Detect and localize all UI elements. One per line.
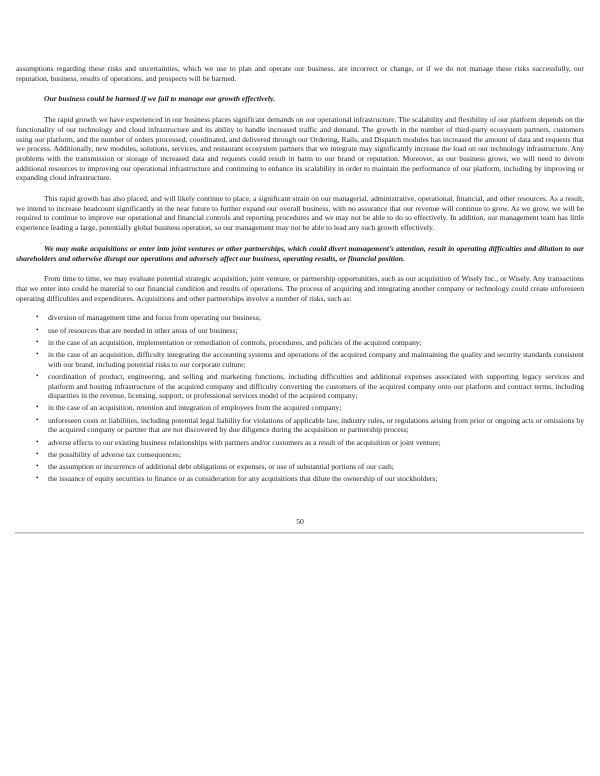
paragraph-growth-1: The rapid growth we have experienced in our business places significant demands on our operational infrastructure. The scalability and flexibility of our platform depends on the functionality of our technology and cloud infrastructure and its ability to handle increased traffic and demand. The growth in the number of third-party ecosystem partners, customers using our platform, and the number of orders processed, coordinated, and delivered through our Ordering, Rails, and Dispatch modules has increased the amount of data and requests that we process. Additionally, new modules, solutions, services, and restaurant ecosystem partners that we integrate may significantly increase the load on our technology infrastructure. Any problems with the transmission or storage of increased data and requests could result in harm to our brand or reputation. Moreover, as our business grows, we will need to devote additional resources to improving our operational infrastructure and continuing to enhance its scalability in order to maintain the performance of our platform, including by improving or expanding cloud infrastructure. <box>16 115 584 183</box>
list-item-text: use of resources that are needed in other areas of our business; <box>48 325 238 335</box>
risk-heading-acquisitions: We may make acquisitions or enter into joint ventures or other partnerships, which could divert management’s attention, result in operating difficulties and dilution to our shareholders and otherwise disrupt our operations and adversely affect our business, operating results, or financial position. <box>16 243 584 263</box>
risk-bullet-list <box>16 313 584 484</box>
list-item <box>16 338 584 348</box>
list-item-text: the issuance of equity securities to finance or as consideration for any acquisitions that dilute the ownership of our stockholders; <box>48 474 438 484</box>
continuation-paragraph: assumptions regarding these risks and uncertainties, which we use to plan and operate our business, are incorrect or change, or if we do not manage these risks successfully, our reputation, business, results of operations, and prospects will be harmed. <box>16 64 584 83</box>
list-item-text: the possibility of adverse tax consequences; <box>48 449 182 459</box>
bullet-icon: • <box>36 337 39 346</box>
bullet-icon: • <box>36 437 39 446</box>
page-number: 50 <box>296 517 304 526</box>
bullet-icon: • <box>36 462 39 470</box>
list-item <box>16 372 584 401</box>
list-item <box>16 474 584 484</box>
list-item-text: the assumption or incurrence of additional debt obligations or expenses, or use of substantial portions of our cash; <box>48 462 394 471</box>
paragraph-growth-2: This rapid growth has also placed, and will likely continue to place, a significant strain on our managerial, administrative, operational, financial, and other resources. As a result, we intend to increase headcount significantly in the near future to further expand our overall business, with no assurance that our revenue will continue to grow. As we grow, we will be required to continue to improve our operational and financial controls and reporting procedures and we may not be able to do so effectively. In addition, our management team has little experience leading a large, potentially global business operation, so our management may not be able to lead any such growth effectively. <box>16 194 584 233</box>
list-item-text: adverse effects to our existing business relationships with partners and/or customers as a result of the acquisition or joint venture; <box>48 437 441 447</box>
bullet-icon: • <box>36 403 39 412</box>
list-item-text: unforeseen costs or liabilities, including potential legal liability for violations of applicable law, industry rules, or regulations arising from prior or ongoing acts or omissions by the acquired company or partner that are not discovered by due diligence during the acquisition or partnership process; <box>48 415 584 435</box>
list-item <box>16 462 584 472</box>
risk-heading-growth: Our business could be harmed if we fail to manage our growth effectively. <box>44 94 275 104</box>
list-item-text: in the case of an acquisition, difficulty integrating the accounting systems and operations of the acquired company and maintaining the quality and security standards consistent with our brand, including potential risks to our corporate culture; <box>48 349 584 369</box>
bullet-icon: • <box>36 349 39 358</box>
page-content <box>16 64 584 484</box>
list-item <box>16 416 584 435</box>
bullet-icon: • <box>36 325 39 334</box>
paragraph-acquisitions: From time to time, we may evaluate potential strategic acquisition, joint venture, or partnership opportunities, such as our acquisition of Wisely Inc., or Wisely. Any transactions that we enter into could be material to our financial condition and results of operations. The process of acquiring and integrating another company or technology could create unforeseen operating difficulties and expenditures. Acquisitions and other partnerships involve a number of risks, such as: <box>16 274 584 303</box>
list-item-text: in the case of an acquisition, retention and integration of employees from the acquired company; <box>48 403 342 413</box>
bullet-icon: • <box>36 415 39 424</box>
list-item <box>16 313 584 323</box>
list-item-text: diversion of management time and focus from operating our business; <box>48 313 261 323</box>
list-item-text: coordination of product, engineering, and selling and marketing functions, including difficulties and additional expenses associated with supporting legacy services and platform and hosting infrastructure of the acquired company and difficulty converting the customers of the acquired company onto our platform and contract terms, including disparities in the revenue, licensing, support, or professional services model of the acquired company; <box>48 371 584 401</box>
list-item <box>16 350 584 369</box>
list-item-text: in the case of an acquisition, implementation or remediation of controls, procedures, and policies of the acquired company; <box>48 337 422 347</box>
list-item <box>16 438 584 448</box>
bullet-icon: • <box>36 474 39 483</box>
list-item <box>16 450 584 460</box>
bullet-icon: • <box>36 449 39 458</box>
list-item <box>16 326 584 336</box>
bullet-icon: • <box>36 313 39 322</box>
bullet-icon: • <box>36 371 39 380</box>
list-item <box>16 403 584 413</box>
footer-divider <box>15 532 584 534</box>
